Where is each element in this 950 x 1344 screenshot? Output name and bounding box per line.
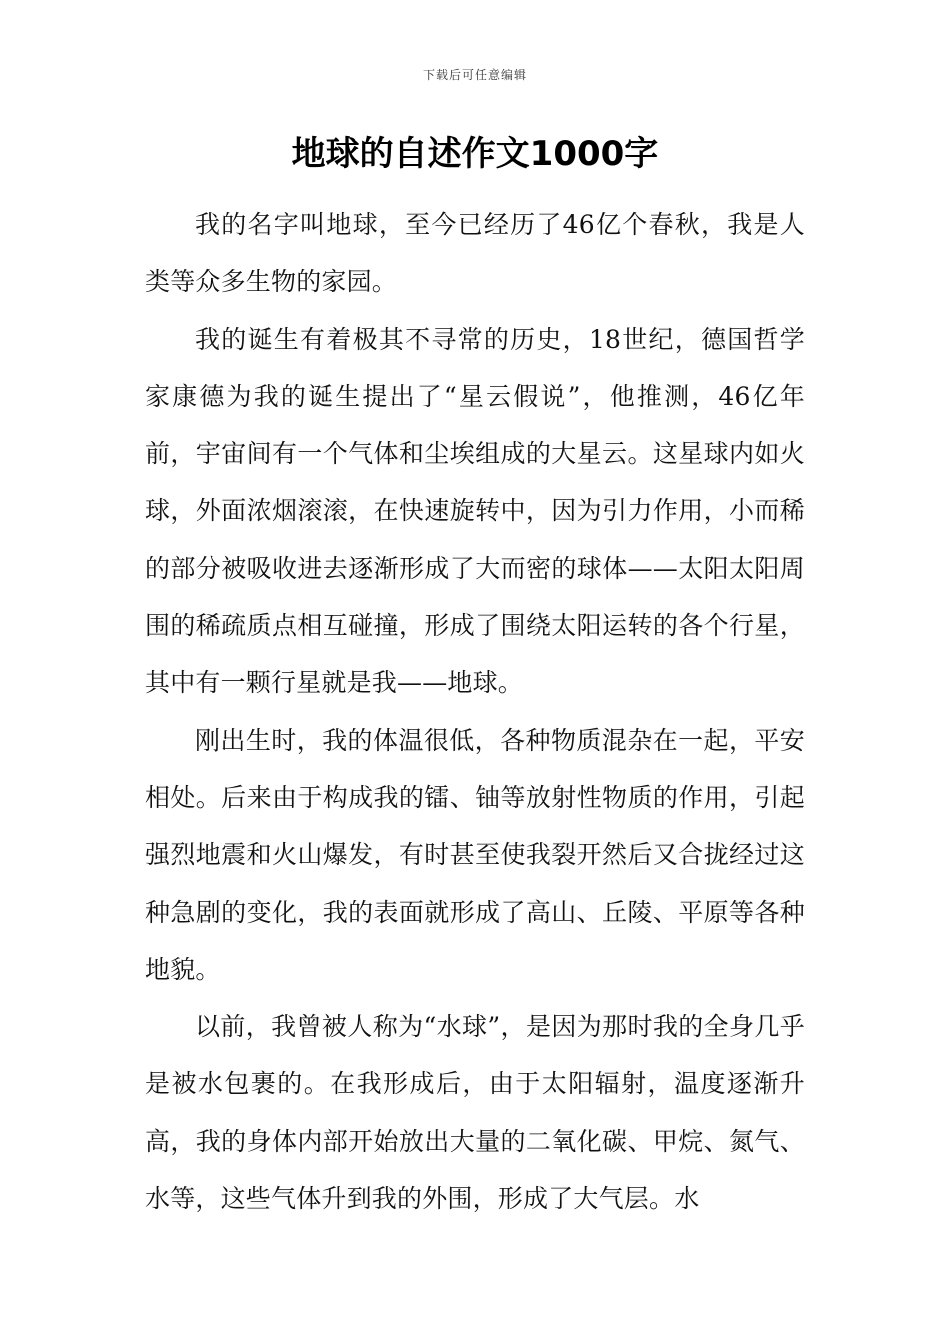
paragraph-4: 以前，我曾被人称为“水球”，是因为那时我的全身几乎是被水包裹的。在我形成后，由于太阳辐射，温度逐渐升高，我的身体内部开始放出大量的二氧化碳、甲烷、氮气、水等，这些气体升到我的外围，形成了大气层。水: [145, 1012, 805, 1214]
header-note: 下载后可任意编辑: [422, 68, 527, 82]
page-title: 地球的自述作文1000字: [291, 134, 659, 174]
paragraph-3: 刚出生时，我的体温很低，各种物质混杂在一起，平安相处。后来由于构成我的镭、铀等放射性物质的作用，引起强烈地震和火山爆发，有时甚至使我裂开然后又合拢经过这种急剧的变化，我的表面就形成了高山、丘陵、平原等各种地貌。: [145, 725, 805, 984]
document-body: [145, 196, 805, 1227]
paragraph-1: 我的名字叫地球，至今已经历了46亿个春秋，我是人类等众多生物的家园。: [145, 210, 805, 297]
paragraph-2: 我的诞生有着极其不寻常的历史，18世纪，德国哲学家康德为我的诞生提出了“星云假说”，他推测，46亿年前，宇宙间有一个气体和尘埃组成的大星云。这星球内如火球，外面浓烟滚滚，在快速旋转中，因为引力作用，小而稀的部分被吸收进去逐渐形成了大而密的球体——太阳太阳周围的稀疏质点相互碰撞，形成了围绕太阳运转的各个行星，其中有一颗行星就是我——地球。: [145, 324, 805, 698]
